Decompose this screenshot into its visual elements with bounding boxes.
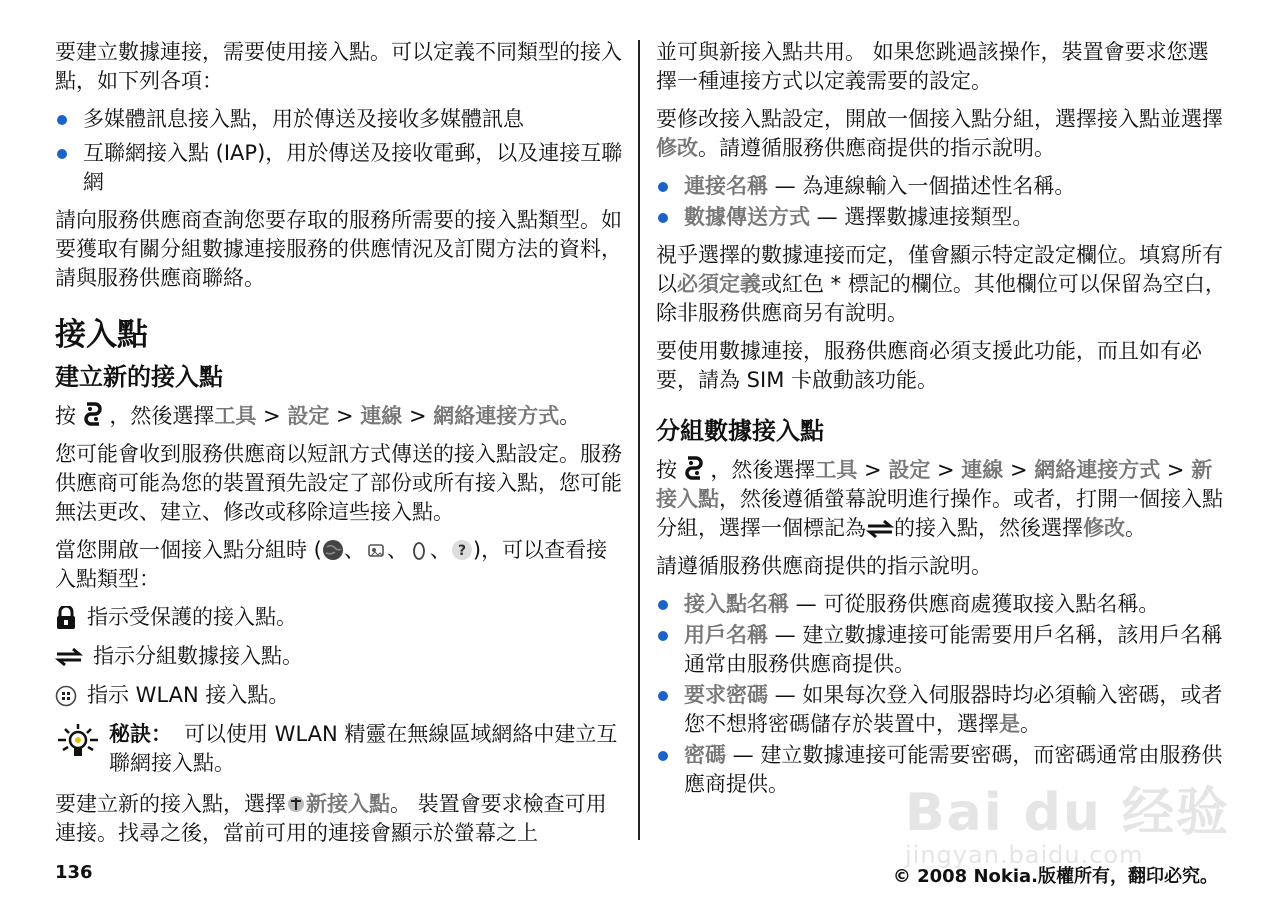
packet-data-arrows-icon bbox=[55, 647, 83, 667]
subsection-title: 建立新的接入點 bbox=[55, 363, 223, 391]
menu-new-access-point: 新接入點 bbox=[656, 458, 1213, 511]
menu-key-icon bbox=[83, 401, 103, 427]
list-item: 用戶名稱 — 建立數據連接可能需要用戶名稱，該用戶名稱通常由服務供應商提供。 bbox=[656, 621, 1228, 679]
copyright-notice: © 2008 Nokia.版權所有，翻印必究。 bbox=[892, 866, 1218, 887]
list-item: 互聯網接入點 (IAP)，用於傳送及接收電郵，以及連接互聯網 bbox=[55, 139, 625, 197]
group-icons-paragraph: 當您開啟一個接入點分組時 ( 、 、 、 ? )，可以查看接入點類型： bbox=[55, 538, 608, 591]
list-item: 密碼 — 建立數據連接可能需要密碼，而密碼通常由服務供應商提供。 bbox=[656, 741, 1228, 799]
intro-paragraph: 要建立數據連接，需要使用接入點。可以定義不同類型的接入點，如下列各項： bbox=[55, 40, 622, 93]
menu-connection: 連線 bbox=[360, 404, 403, 428]
packet-data-arrows-icon bbox=[866, 519, 894, 539]
wlan-ap-row: 指示 WLAN 接入點。 bbox=[55, 681, 625, 710]
menu-destinations: 網絡連接方式 bbox=[1034, 458, 1161, 482]
sim-activation-paragraph: 要使用數據連接，服務供應商必須支援此功能，而且如有必要，請為 SIM 卡啟動該功能。 bbox=[656, 339, 1202, 392]
required-fields-paragraph: 視乎選擇的數據連接而定，僅會顯示特定設定欄位。填寫所有以必須定義或紅色 * 標記的欄位。其他欄位可以保留為空白，除非服務供應商另有說明。 bbox=[656, 243, 1226, 325]
menu-destinations: 網絡連接方式 bbox=[433, 404, 560, 428]
new-ap-paragraph: 要建立新的接入點，選擇 新接入點。 裝置會要求檢查可用連接。找尋之後，當前可用的連接會顯示於螢幕之上 bbox=[55, 792, 607, 845]
list-item: 要求密碼 — 如果每次登入伺服器時均必須輸入密碼，或者您不想將密碼儲存於裝置中，選擇是。 bbox=[656, 681, 1228, 739]
watermark-brand: Bai du 经验 bbox=[905, 783, 1230, 843]
access-point-type-list bbox=[55, 105, 625, 197]
navigation-path: 按 ，然後選擇工具 > 設定 > 連線 > 網絡連接方式 > 新接入點，然後遵循螢幕說明進行操作。或者，打開一個接入點分組，選擇一個標記為 的接入點，然後選擇修改。 bbox=[656, 455, 1228, 543]
section-title: 分組數據接入點 bbox=[656, 417, 824, 445]
lightbulb-icon bbox=[55, 720, 101, 760]
page-number: 136 bbox=[55, 862, 93, 883]
connection-settings-list bbox=[656, 172, 1228, 232]
menu-edit: 修改 bbox=[656, 136, 698, 160]
edit-ap-paragraph: 要修改接入點設定，開啟一個接入點分組，選擇接入點並選擇修改。請遵循服務供應商提供的指示說明。 bbox=[656, 107, 1223, 160]
service-inquiry-paragraph: 請向服務供應商查詢您要存取的服務所需要的接入點類型。如要獲取有關分組數據連接服務的供應情況及訂閱方法的資料，請與服務供應商聯絡。 bbox=[55, 208, 622, 290]
globe-icon bbox=[322, 539, 344, 561]
menu-connection: 連線 bbox=[961, 458, 1004, 482]
list-item: 連接名稱 — 為連線輸入一個描述性名稱。 bbox=[656, 172, 1228, 201]
tip-box bbox=[55, 720, 625, 778]
lock-icon bbox=[55, 606, 77, 630]
menu-tools: 工具 bbox=[815, 458, 858, 482]
list-item: 數據傳送方式 — 選擇數據連接類型。 bbox=[656, 203, 1228, 232]
mms-icon bbox=[365, 539, 387, 561]
preset-paragraph: 您可能會收到服務供應商以短訊方式傳送的接入點設定。服務供應商可能為您的裝置預先設定了部份或所有接入點，您可能無法更改、建立、修改或移除這些接入點。 bbox=[55, 442, 622, 524]
menu-tools: 工具 bbox=[214, 404, 257, 428]
right-column bbox=[656, 38, 1228, 808]
menu-key-icon bbox=[684, 455, 704, 481]
wlan-icon bbox=[55, 685, 77, 707]
uncategorized-icon bbox=[451, 539, 473, 561]
menu-edit: 修改 bbox=[1083, 516, 1125, 540]
column-divider bbox=[638, 40, 640, 840]
navigation-path: 按 ，然後選擇工具 > 設定 > 連線 > 網絡連接方式。 bbox=[55, 401, 625, 431]
tip-label: 秘訣： bbox=[109, 722, 172, 746]
svg-text:?: ? bbox=[457, 543, 466, 559]
tip-text: 可以使用 WLAN 精靈在無線區域網絡中建立互聯網接入點。 bbox=[109, 722, 618, 775]
protected-ap-row: 指示受保護的接入點。 bbox=[55, 603, 625, 632]
follow-instructions-paragraph: 請遵循服務供應商提供的指示說明。 bbox=[656, 554, 992, 578]
intranet-icon bbox=[408, 539, 430, 561]
section-title: 接入點 bbox=[55, 317, 148, 353]
packet-data-settings-list bbox=[656, 590, 1228, 799]
menu-settings: 設定 bbox=[888, 458, 931, 482]
menu-new-access-point: 新接入點 bbox=[306, 792, 390, 816]
watermark-url: jingyan.baidu.com bbox=[905, 841, 1144, 869]
menu-settings: 設定 bbox=[287, 404, 330, 428]
must-be-defined-label: 必須定義 bbox=[677, 272, 761, 296]
list-item: 多媒體訊息接入點，用於傳送及接收多媒體訊息 bbox=[55, 105, 625, 134]
list-item: 接入點名稱 — 可從服務供應商處獲取接入點名稱。 bbox=[656, 590, 1228, 619]
menu-key-icon bbox=[286, 793, 306, 815]
packet-data-ap-row: 指示分組數據接入點。 bbox=[55, 642, 625, 671]
continued-paragraph: 並可與新接入點共用。 如果您跳過該操作，裝置會要求您選擇一種連接方式以定義需要的設定。 bbox=[656, 40, 1209, 93]
left-column bbox=[55, 38, 625, 857]
